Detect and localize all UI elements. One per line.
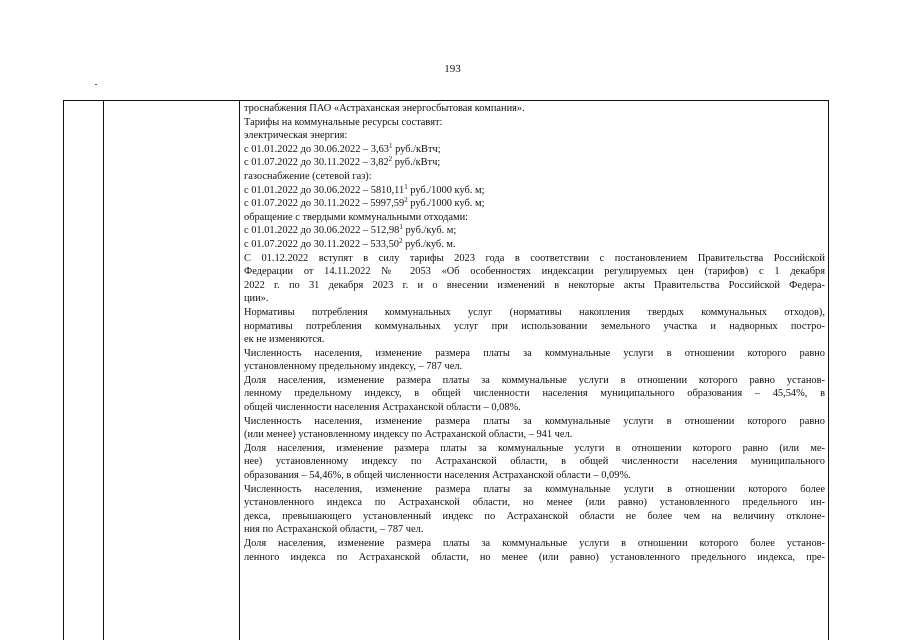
text-line: С 01.12.2022 вступят в силу тарифы 2023 года в соответствии с постановлением Правительства Российской bbox=[244, 252, 825, 264]
footnote-marker: 2 bbox=[404, 196, 408, 205]
tariff-unit-text: руб./куб. м; bbox=[402, 225, 457, 237]
tariff-value-text: с 01.01.2022 до 30.06.2022 – 3,63 bbox=[244, 143, 389, 155]
text-line: газоснабжение (сетевой газ): bbox=[244, 170, 372, 182]
text-line: троснабжения ПАО «Астраханская энергосбытовая компания». bbox=[244, 103, 525, 114]
text-line: ции». bbox=[244, 293, 269, 305]
text-line bbox=[244, 184, 825, 198]
text-line: ленного индекса по Астраханской области, но менее (или равно) установленного предельного индекса, пре- bbox=[244, 551, 825, 563]
text-line: установленного индекса по Астраханской области, но менее (или равно) установленного предельного ин- bbox=[244, 497, 825, 509]
text-line: 2022 г. по 31 декабря 2023 г. и о внесении изменений в некоторые акты Правительства Российской Федера- bbox=[244, 279, 825, 291]
text-line: нее) установленному индексу по Астраханской области, в общей численности населения муниципального bbox=[244, 456, 825, 468]
tariff-value-text: с 01.07.2022 до 30.11.2022 – 5997,59 bbox=[244, 198, 405, 210]
tariff-value-text: с 01.07.2022 до 30.11.2022 – 3,82 bbox=[244, 157, 389, 169]
document-table bbox=[63, 100, 829, 640]
text-line: установленному предельному индексу, – 787 чел. bbox=[244, 361, 463, 373]
text-line: Доля населения, изменение размера платы за коммунальные услуги в отношении которого более установ- bbox=[244, 538, 825, 549]
text-line: образования – 54,46%, в общей численности населения Астраханской области – 0,09%. bbox=[244, 470, 631, 482]
table-cell-text bbox=[244, 102, 825, 564]
text-line: Нормативы потребления коммунальных услуг (нормативы накопления твердых коммунальных отходов), bbox=[244, 306, 825, 318]
footnote-marker: 1 bbox=[399, 223, 403, 232]
text-line: Численность населения, изменение размера платы за коммунальные услуги в отношении которого равно bbox=[244, 415, 825, 427]
text-line: нормативы потребления коммунальных услуг при использовании земельного участка и надворных постро- bbox=[244, 320, 825, 332]
footnote-marker: 1 bbox=[404, 182, 408, 191]
page-number: 193 bbox=[444, 63, 461, 75]
text-line bbox=[244, 143, 825, 157]
text-line bbox=[244, 238, 825, 252]
text-line: Численность населения, изменение размера платы за коммунальные услуги в отношении которого равно bbox=[244, 347, 825, 359]
tariff-unit-text: руб./1000 куб. м; bbox=[407, 198, 485, 210]
footnote-marker: 1 bbox=[388, 141, 393, 150]
footnote-marker: 2 bbox=[398, 236, 403, 245]
tariff-unit-text: руб./кВтч; bbox=[392, 157, 441, 169]
tariff-unit-text: руб./куб. м. bbox=[402, 238, 456, 250]
tariff-value-text: с 01.01.2022 до 30.06.2022 – 5810,11 bbox=[244, 184, 405, 196]
text-line: ния по Астраханской области, – 787 чел. bbox=[244, 524, 424, 536]
column-divider-2 bbox=[239, 101, 240, 640]
tariff-unit-text: руб./1000 куб. м; bbox=[407, 184, 485, 196]
tariff-unit-text: руб./кВтч; bbox=[392, 143, 441, 155]
text-line: Численность населения, изменение размера платы за коммунальные услуги в отношении которого более bbox=[244, 483, 825, 495]
text-line: (или менее) установленному индексу по Астраханской области, – 941 чел. bbox=[244, 429, 573, 441]
text-line: Доля населения, изменение размера платы за коммунальные услуги в отношении которого равно установ- bbox=[244, 374, 825, 386]
text-line: электрическая энергия: bbox=[244, 130, 348, 142]
text-line: обращение с твердыми коммунальными отходами: bbox=[244, 211, 469, 223]
text-line: ленному предельному индексу, в общей численности населения муниципального образования – 45,54%, в bbox=[244, 388, 825, 400]
text-line: Тарифы на коммунальные ресурсы составят: bbox=[244, 116, 443, 128]
footnote-marker: 2 bbox=[388, 155, 393, 164]
tariff-value-text: с 01.01.2022 до 30.06.2022 – 512,98 bbox=[244, 225, 400, 237]
text-line: Доля населения, изменение размера платы за коммунальные услуги в отношении которого равно (или ме- bbox=[244, 442, 825, 454]
text-line bbox=[244, 156, 825, 170]
tariff-value-text: с 01.07.2022 до 30.11.2022 – 533,50 bbox=[244, 238, 399, 250]
text-line: общей численности населения Астраханской области – 0,08%. bbox=[244, 402, 521, 414]
text-line: Федерации от 14.11.2022 № 2053 «Об особенностях индексации регулируемых цен (тарифов) с 1 декабря bbox=[244, 266, 825, 278]
text-line bbox=[244, 224, 825, 238]
text-line: ек не изменяются. bbox=[244, 334, 325, 346]
text-line bbox=[244, 197, 825, 211]
text-line: декса, превышающего установленный индекс по Астраханской области не более чем на величину отклоне- bbox=[244, 510, 825, 522]
column-divider-1 bbox=[103, 101, 104, 640]
scan-artifact-dot bbox=[95, 84, 97, 85]
